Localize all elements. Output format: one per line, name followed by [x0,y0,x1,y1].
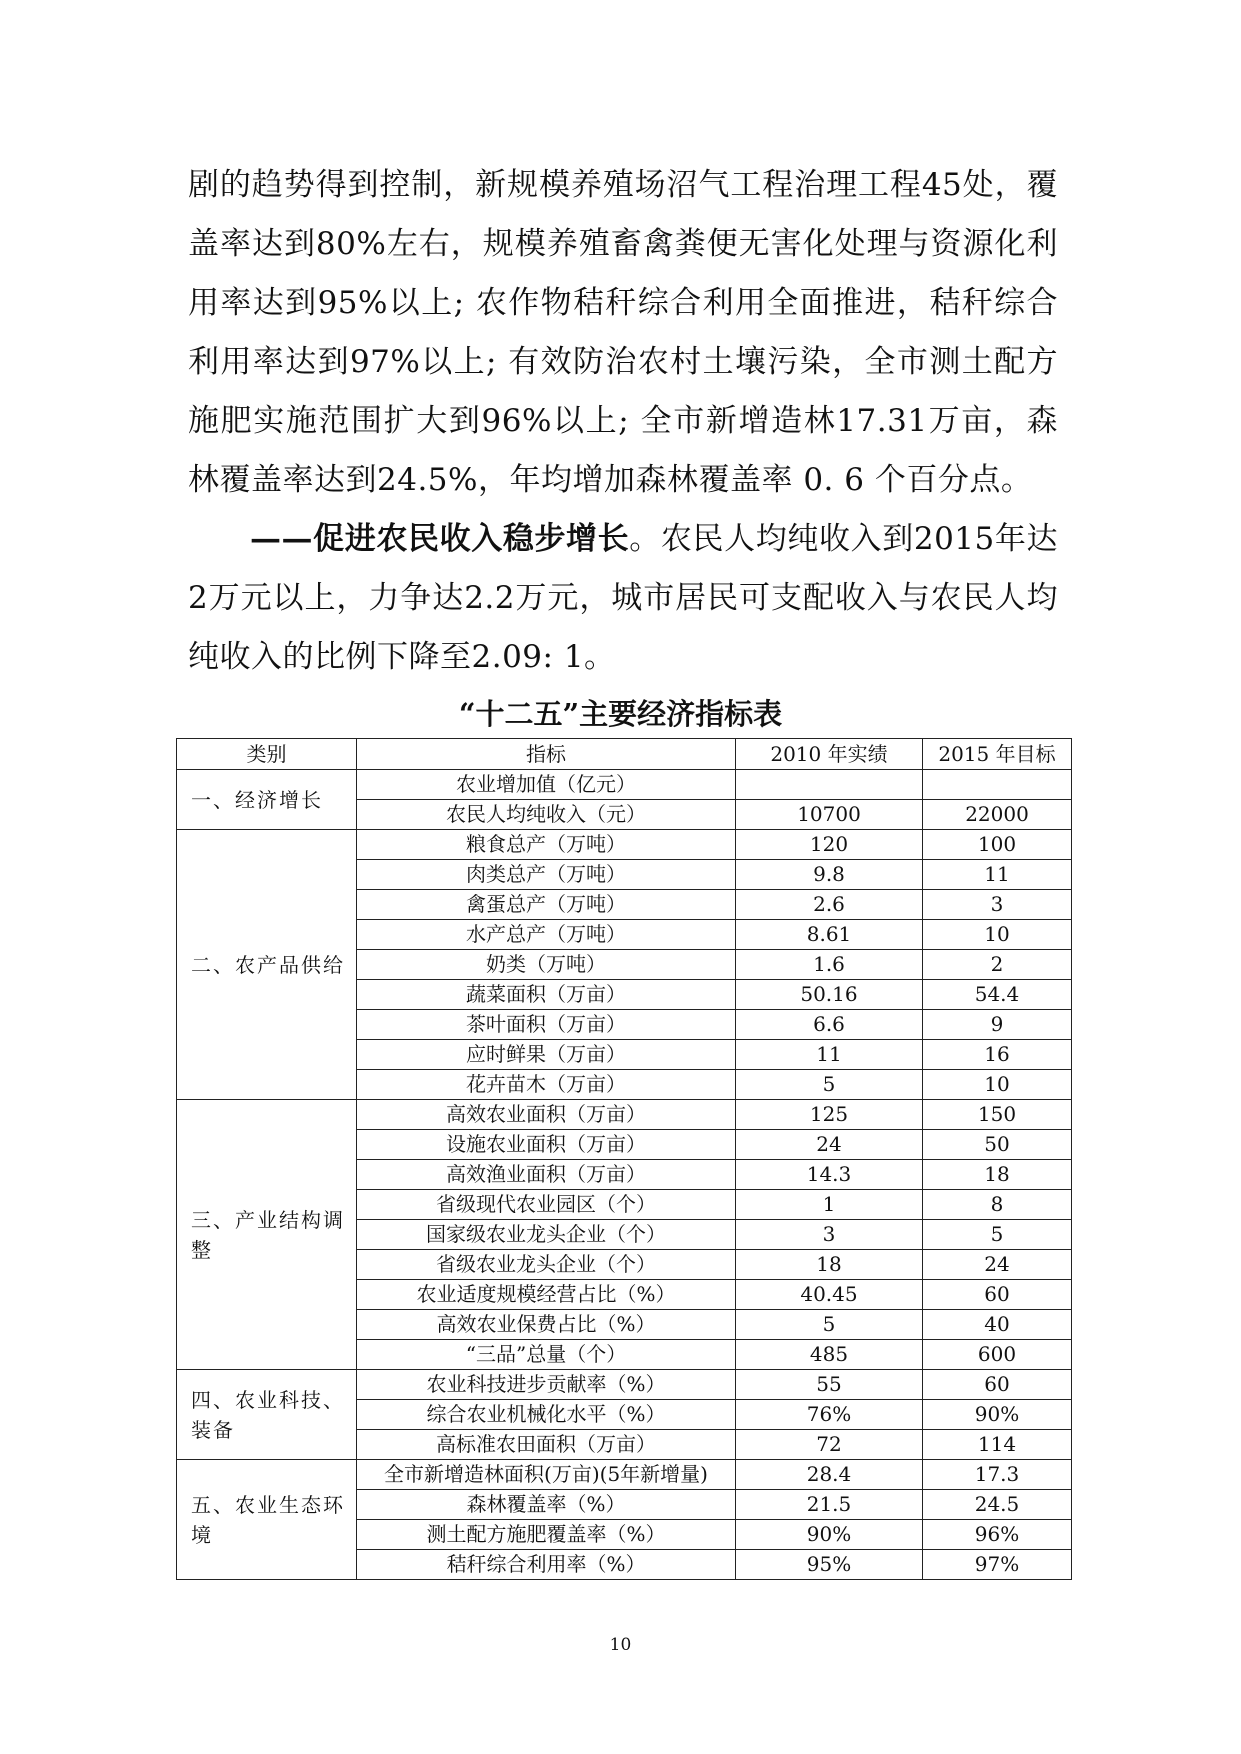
indicator-cell: 农业科技进步贡献率（%） [357,1370,736,1400]
value-2015-cell: 100 [923,830,1072,860]
paragraph-income-heading: ——促进农民收入稳步增长 [250,521,630,557]
category-cell: 五、农业生态环境 [177,1460,357,1580]
indicator-table [176,738,1072,1580]
value-2010-cell: 90% [736,1520,923,1550]
header-2010-actual: 2010 年实绩 [736,739,923,770]
table-row [177,1370,1072,1400]
value-2015-cell: 8 [923,1190,1072,1220]
value-2015-cell: 600 [923,1340,1072,1370]
indicator-cell: 秸秆综合利用率（%） [357,1550,736,1580]
table-title: “十二五”主要经济指标表 [458,697,783,731]
value-2010-cell: 76% [736,1400,923,1430]
value-2010-cell: 125 [736,1100,923,1130]
indicator-cell: 应时鲜果（万亩） [357,1040,736,1070]
paragraph-income-body: 。农民人均纯收入到2015年达2万元以上，力争达2.2万元，城市居民可支配收入与农民人均纯收入的比例下降至2.09: 1。 [188,521,1058,675]
category-cell: 二、农产品供给 [177,830,357,1100]
value-2010-cell: 5 [736,1310,923,1340]
value-2010-cell: 21.5 [736,1490,923,1520]
value-2015-cell: 54.4 [923,980,1072,1010]
value-2015-cell: 24 [923,1250,1072,1280]
value-2015-cell: 90% [923,1400,1072,1430]
value-2015-cell: 10 [923,1070,1072,1100]
table-row [177,1460,1072,1490]
value-2015-cell: 2 [923,950,1072,980]
indicator-cell: 花卉苗木（万亩） [357,1070,736,1100]
indicator-cell: 全市新增造林面积(万亩)(5年新增量) [357,1460,736,1490]
category-cell: 四、农业科技、装备 [177,1370,357,1460]
indicator-cell: 设施农业面积（万亩） [357,1130,736,1160]
value-2015-cell: 18 [923,1160,1072,1190]
header-indicator: 指标 [357,739,736,770]
table-row [177,1100,1072,1130]
header-category: 类别 [177,739,357,770]
table-row [177,830,1072,860]
page-number: 10 [609,1635,632,1655]
indicator-cell: 综合农业机械化水平（%） [357,1400,736,1430]
value-2015-cell: 24.5 [923,1490,1072,1520]
value-2010-cell: 14.3 [736,1160,923,1190]
indicator-cell: 蔬菜面积（万亩） [357,980,736,1010]
indicator-cell: 农业适度规模经营占比（%） [357,1280,736,1310]
value-2015-cell [923,770,1072,800]
value-2010-cell: 3 [736,1220,923,1250]
value-2015-cell: 40 [923,1310,1072,1340]
value-2015-cell: 150 [923,1100,1072,1130]
indicator-cell: 茶叶面积（万亩） [357,1010,736,1040]
value-2010-cell: 5 [736,1070,923,1100]
table-body [177,770,1072,1580]
value-2010-cell: 2.6 [736,890,923,920]
value-2015-cell: 114 [923,1430,1072,1460]
value-2015-cell: 17.3 [923,1460,1072,1490]
table-row [177,770,1072,800]
value-2015-cell: 11 [923,860,1072,890]
value-2010-cell: 1 [736,1190,923,1220]
value-2010-cell: 10700 [736,800,923,830]
paragraph-income [188,510,1058,687]
value-2015-cell: 9 [923,1010,1072,1040]
indicator-cell: 高效渔业面积（万亩） [357,1160,736,1190]
indicator-cell: 奶类（万吨） [357,950,736,980]
value-2010-cell: 9.8 [736,860,923,890]
table-header-row [177,739,1072,770]
value-2010-cell: 1.6 [736,950,923,980]
indicator-cell: 农业增加值（亿元） [357,770,736,800]
value-2015-cell: 16 [923,1040,1072,1070]
indicator-cell: 粮食总产（万吨） [357,830,736,860]
indicator-cell: 省级现代农业园区（个） [357,1190,736,1220]
value-2010-cell: 24 [736,1130,923,1160]
value-2010-cell: 50.16 [736,980,923,1010]
indicator-cell: 高标准农田面积（万亩） [357,1430,736,1460]
category-cell: 三、产业结构调整 [177,1100,357,1370]
paragraph-ecology: 剧的趋势得到控制，新规模养殖场沼气工程治理工程45处，覆盖率达到80%左右，规模养殖畜禽粪便无害化处理与资源化利用率达到95%以上; 农作物秸秆综合利用全面推进，秸秆综合利用率达到97%以上; 有效防治农村土壤污染，全市测土配方施肥实施范围扩大到96%以上; 全市新增造林17.31万亩，森林覆盖率达到24.5%，年均增加森林覆盖率 0. 6 个百分点。 [188,167,1058,498]
indicator-cell: “三品”总量（个） [357,1340,736,1370]
value-2010-cell [736,770,923,800]
indicator-cell: 禽蛋总产（万吨） [357,890,736,920]
value-2015-cell: 22000 [923,800,1072,830]
value-2010-cell: 40.45 [736,1280,923,1310]
value-2015-cell: 60 [923,1280,1072,1310]
indicator-cell: 国家级农业龙头企业（个） [357,1220,736,1250]
header-2015-target: 2015 年目标 [923,739,1072,770]
indicator-cell: 高效农业保费占比（%） [357,1310,736,1340]
indicator-cell: 省级农业龙头企业（个） [357,1250,736,1280]
value-2015-cell: 50 [923,1130,1072,1160]
value-2010-cell: 95% [736,1550,923,1580]
value-2010-cell: 72 [736,1430,923,1460]
value-2015-cell: 60 [923,1370,1072,1400]
value-2010-cell: 11 [736,1040,923,1070]
value-2015-cell: 96% [923,1520,1072,1550]
value-2010-cell: 120 [736,830,923,860]
value-2015-cell: 3 [923,890,1072,920]
value-2015-cell: 97% [923,1550,1072,1580]
indicator-cell: 高效农业面积（万亩） [357,1100,736,1130]
value-2010-cell: 18 [736,1250,923,1280]
value-2010-cell: 28.4 [736,1460,923,1490]
value-2010-cell: 55 [736,1370,923,1400]
indicator-cell: 测土配方施肥覆盖率（%） [357,1520,736,1550]
indicator-cell: 森林覆盖率（%） [357,1490,736,1520]
value-2015-cell: 10 [923,920,1072,950]
value-2015-cell: 5 [923,1220,1072,1250]
indicator-cell: 肉类总产（万吨） [357,860,736,890]
indicator-cell: 农民人均纯收入（元） [357,800,736,830]
category-cell: 一、经济增长 [177,770,357,830]
value-2010-cell: 6.6 [736,1010,923,1040]
indicator-cell: 水产总产（万吨） [357,920,736,950]
value-2010-cell: 8.61 [736,920,923,950]
value-2010-cell: 485 [736,1340,923,1370]
